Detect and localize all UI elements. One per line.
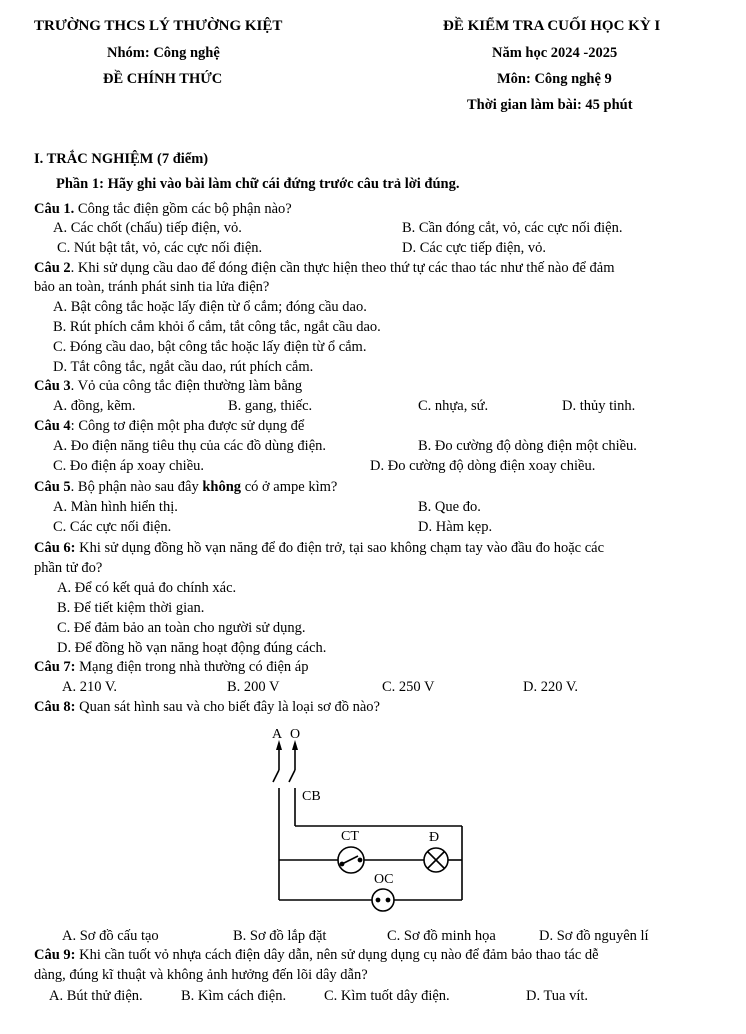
question-text: Quan sát hình sau và cho biết đây là loại sơ đồ nào? xyxy=(75,699,380,715)
label-d: Đ xyxy=(429,830,440,845)
q8-option-a: A. Sơ đồ cấu tạo xyxy=(62,928,159,944)
label-oc: OC xyxy=(374,872,394,887)
q5-option-d: D. Hàm kẹp. xyxy=(418,519,493,535)
question-text: Công tắc điện gồm các bộ phận nào? xyxy=(74,201,292,217)
cb-blade-o xyxy=(289,770,295,782)
question-text: Khi sử dụng đồng hồ vạn năng để đo điện trở, tại sao không chạm tay vào đầu đo hoặc các xyxy=(75,540,605,556)
switch-contact-2 xyxy=(358,858,361,861)
q1-option-c: C. Nút bật tắt, vỏ, các cực nối điện. xyxy=(57,240,263,256)
q3-option-b: B. gang, thiếc. xyxy=(228,398,313,414)
exam-title: ĐỀ KIỂM TRA CUỐI HỌC KỲ I xyxy=(443,18,661,34)
question-number: Câu 9: xyxy=(34,947,76,963)
question-5 xyxy=(34,479,337,496)
question-number: Câu 4 xyxy=(34,418,71,434)
question-6-cont: phần tử đo? xyxy=(34,560,103,576)
question-4 xyxy=(34,418,304,435)
school-year: Năm học 2024 -2025 xyxy=(492,45,618,61)
question-9-cont: dàng, đúng kĩ thuật và không ảnh hưởng đến lõi dây dẫn? xyxy=(34,967,368,983)
socket-pin-2 xyxy=(386,898,389,901)
q9-option-b: B. Kìm cách điện. xyxy=(181,988,287,1004)
question-2-cont: bảo an toàn, tránh phát sinh tia lửa điện? xyxy=(34,279,270,295)
official-label: ĐỀ CHÍNH THỨC xyxy=(103,71,223,87)
part1-instruction: Phần 1: Hãy ghi vào bài làm chữ cái đứng trước câu trả lời đúng. xyxy=(56,176,460,192)
question-6 xyxy=(34,540,604,557)
switch-contact-1 xyxy=(340,862,343,865)
q6-option-a: A. Để có kết quả đo chính xác. xyxy=(57,580,237,596)
label-a: A xyxy=(272,727,283,742)
q2-option-d: D. Tắt công tắc, ngắt cầu dao, rút phích cắm. xyxy=(53,359,314,375)
q9-option-a: A. Bút thử điện. xyxy=(49,988,143,1004)
question-text: . Bộ phận nào sau đây xyxy=(70,479,203,495)
question-text: Mạng điện trong nhà thường có điện áp xyxy=(75,659,309,675)
circuit-diagram xyxy=(0,722,746,922)
question-3 xyxy=(34,378,302,395)
switch-lever xyxy=(342,856,358,864)
question-8 xyxy=(34,699,380,716)
label-o: O xyxy=(290,727,301,742)
question-number: Câu 8: xyxy=(34,699,76,715)
q4-option-b: B. Đo cường độ dòng điện một chiều. xyxy=(418,438,637,454)
q1-option-b: B. Cần đóng cắt, vỏ, các cực nối điện. xyxy=(402,220,623,236)
section-title: I. TRẮC NGHIỆM (7 điểm) xyxy=(34,151,209,167)
question-number: Câu 5 xyxy=(34,479,71,495)
school-name: TRƯỜNG THCS LÝ THƯỜNG KIỆT xyxy=(34,18,283,34)
q1-option-d: D. Các cực tiếp điện, vỏ. xyxy=(402,240,546,256)
question-2 xyxy=(34,260,615,277)
question-7 xyxy=(34,659,308,676)
question-9 xyxy=(34,947,599,964)
q4-option-d: D. Đo cường độ dòng điện xoay chiều. xyxy=(370,458,596,474)
q1-option-a: A. Các chốt (chấu) tiếp điện, vỏ. xyxy=(53,220,242,236)
q8-option-b: B. Sơ đồ lắp đặt xyxy=(233,928,327,944)
question-number: Câu 7: xyxy=(34,659,76,675)
q5-option-c: C. Các cực nối điện. xyxy=(53,519,172,535)
q7-option-c: C. 250 V xyxy=(382,679,435,695)
q4-option-a: A. Đo điện năng tiêu thụ của các đồ dùng điện. xyxy=(53,438,327,454)
question-text: Khi cần tuốt vỏ nhựa cách điện dây dẫn, nên sử dụng dụng cụ nào để đảm bảo thao tác dễ xyxy=(75,947,599,963)
q2-option-a: A. Bật công tắc hoặc lấy điện từ ổ cắm; đóng cầu dao. xyxy=(53,299,367,315)
subject: Môn: Công nghệ 9 xyxy=(497,71,612,87)
question-emphasis: không xyxy=(202,479,242,495)
q7-option-b: B. 200 V xyxy=(227,679,280,695)
question-number: Câu 2 xyxy=(34,260,71,276)
socket-symbol xyxy=(372,889,394,911)
q6-option-b: B. Để tiết kiệm thời gian. xyxy=(57,600,205,616)
group-name: Nhóm: Công nghệ xyxy=(107,45,220,61)
q3-option-d: D. thủy tinh. xyxy=(562,398,636,414)
question-number: Câu 6: xyxy=(34,540,76,556)
q2-option-b: B. Rút phích cắm khỏi ổ cắm, tắt công tắc, ngắt cầu dao. xyxy=(53,319,381,335)
q8-option-c: C. Sơ đồ minh họa xyxy=(387,928,496,944)
q6-option-d: D. Để đồng hồ vạn năng hoạt động đúng cách. xyxy=(57,640,327,656)
q4-option-c: C. Đo điện áp xoay chiều. xyxy=(53,458,205,474)
q3-option-a: A. đồng, kẽm. xyxy=(53,398,136,414)
question-text: : Công tơ điện một pha được sử dụng để xyxy=(70,418,305,434)
q8-option-d: D. Sơ đồ nguyên lí xyxy=(539,928,649,944)
q9-option-c: C. Kìm tuốt dây điện. xyxy=(324,988,450,1004)
q2-option-c: C. Đóng cầu dao, bật công tắc hoặc lấy điện từ ổ cắm. xyxy=(53,339,367,355)
q9-option-d: D. Tua vít. xyxy=(526,988,589,1004)
duration: Thời gian làm bài: 45 phút xyxy=(467,97,633,113)
label-ct: CT xyxy=(341,829,359,844)
question-number: Câu 3 xyxy=(34,378,71,394)
label-cb: CB xyxy=(302,789,321,804)
q7-option-a: A. 210 V. xyxy=(62,679,118,695)
question-text-end: có ở ampe kìm? xyxy=(241,479,338,495)
q6-option-c: C. Để đảm bảo an toàn cho người sử dụng. xyxy=(57,620,306,636)
question-text: . Vỏ của công tắc điện thường làm bằng xyxy=(70,378,303,394)
q5-option-b: B. Que đo. xyxy=(418,499,481,515)
q5-option-a: A. Màn hình hiển thị. xyxy=(53,499,178,515)
question-1 xyxy=(34,201,292,218)
question-number: Câu 1. xyxy=(34,201,75,217)
q7-option-d: D. 220 V. xyxy=(523,679,579,695)
q3-option-c: C. nhựa, sứ. xyxy=(418,398,489,414)
question-text: . Khi sử dụng cầu dao để đóng điện cần thực hiện theo thứ tự các thao tác như thế nào để đảm xyxy=(70,260,615,276)
socket-pin-1 xyxy=(376,898,379,901)
cb-blade-a xyxy=(273,770,279,782)
